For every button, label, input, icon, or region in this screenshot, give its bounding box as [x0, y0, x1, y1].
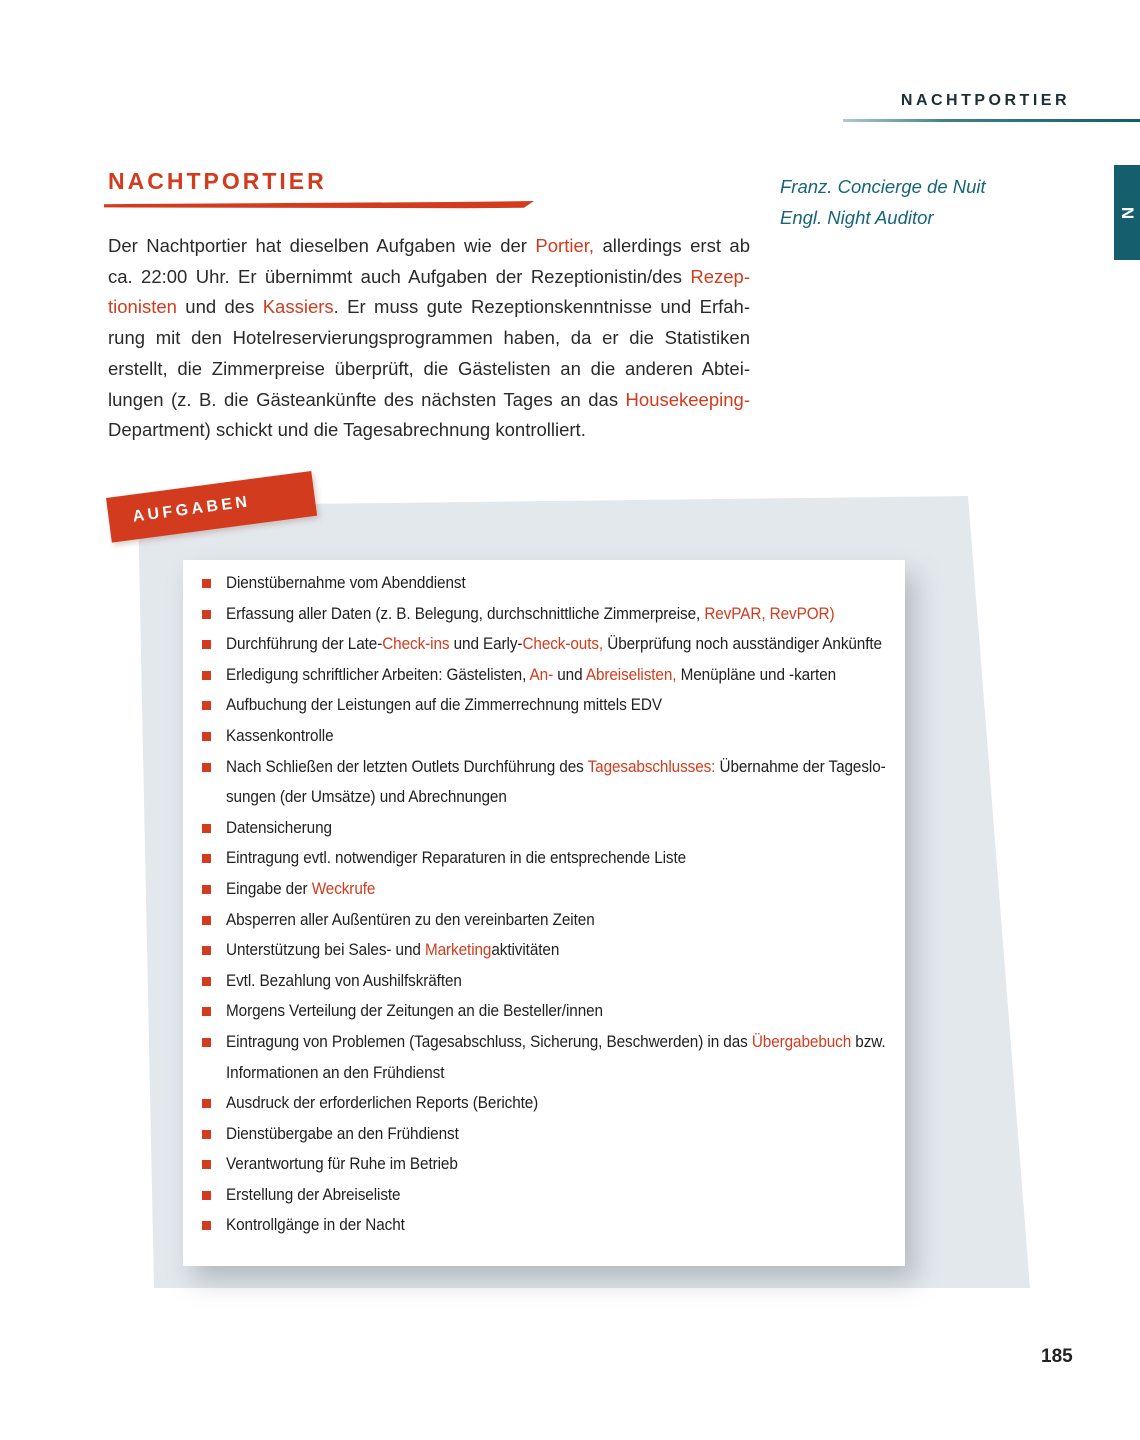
- text-segment: Erstellung der Abreiseliste: [226, 1184, 401, 1204]
- title-underline-swoosh: [104, 201, 534, 211]
- task-item-line: [226, 660, 836, 691]
- intro-line: [108, 262, 750, 293]
- task-item-line: [226, 905, 595, 936]
- task-item-line: [226, 1027, 886, 1058]
- text-segment: und des: [176, 296, 263, 318]
- text-segment: Ausdruck der erforderlichen Reports (Berichte): [226, 1093, 539, 1113]
- bullet-square-icon: [202, 763, 211, 772]
- text-segment: . Er muss gute Rezeptionskenntnisse und Erfah-: [333, 296, 750, 318]
- task-list-item: [202, 599, 905, 630]
- task-item-text: [226, 996, 603, 1027]
- task-list-item: [202, 568, 905, 599]
- text-segment: Informationen an den Frühdienst: [226, 1062, 445, 1082]
- task-item-line: [226, 935, 559, 966]
- task-item-text: [226, 629, 882, 660]
- text-segment: Überprüfung noch ausständiger Ankünfte: [603, 634, 882, 654]
- task-item-line: [226, 1058, 886, 1089]
- text-segment: Department) schickt und die Tagesabrechnung kontrolliert.: [108, 419, 586, 441]
- text-segment: Dienstübergabe an den Frühdienst: [226, 1123, 459, 1143]
- text-segment: Unterstützung bei Sales- und: [226, 940, 425, 960]
- task-list-item: [202, 813, 905, 844]
- task-item-line: [226, 1149, 458, 1180]
- bullet-square-icon: [202, 1160, 211, 1169]
- task-item-text: [226, 721, 334, 752]
- task-item-text: [226, 874, 375, 905]
- bullet-square-icon: [202, 977, 211, 986]
- intro-line: [108, 292, 750, 323]
- task-item-text: [226, 752, 886, 813]
- task-list-item: [202, 1119, 905, 1150]
- bullet-square-icon: [202, 1191, 211, 1200]
- task-item-line: [226, 1119, 459, 1150]
- bullet-square-icon: [202, 1221, 211, 1230]
- running-header: NACHTPORTIER: [900, 92, 1070, 109]
- task-item-text: [226, 935, 559, 966]
- text-segment: Aufbuchung der Leistungen auf die Zimmerrechnung mittels EDV: [226, 695, 662, 715]
- text-segment: Kontrollgänge in der Nacht: [226, 1215, 405, 1235]
- text-segment: Übernahme der Tageslo-: [715, 756, 886, 776]
- task-item-text: [226, 599, 834, 630]
- text-segment: Verantwortung für Ruhe im Betrieb: [226, 1154, 458, 1174]
- text-segment: Erledigung schriftlicher Arbeiten: Gästelisten,: [226, 664, 530, 684]
- task-list-item: [202, 629, 905, 660]
- task-list-item: [202, 1210, 905, 1241]
- highlight-term: Kassiers: [262, 296, 334, 318]
- task-item-line: [226, 568, 466, 599]
- highlight-term: tionisten: [108, 296, 177, 318]
- task-list-item: [202, 752, 905, 813]
- text-segment: Morgens Verteilung der Zeitungen an die Besteller/innen: [226, 1001, 603, 1021]
- bullet-square-icon: [202, 824, 211, 833]
- text-segment: allerdings erst ab: [594, 235, 750, 256]
- chapter-tab: [1114, 165, 1140, 260]
- text-segment: Nach Schließen der letzten Outlets Durchführung des: [226, 756, 588, 776]
- task-item-line: [226, 1088, 538, 1119]
- text-segment: Dienstübernahme vom Abenddienst: [226, 573, 466, 592]
- translation-lang-label: Franz.: [780, 176, 833, 197]
- text-segment: Kassenkontrolle: [226, 725, 334, 745]
- text-segment: Datensicherung: [226, 817, 332, 837]
- highlight-term: Check-outs,: [522, 634, 604, 654]
- text-segment: Der Nachtportier hat dieselben Aufgaben wie der: [108, 235, 536, 256]
- task-list-card: [183, 560, 905, 1266]
- translation-french: [780, 171, 986, 202]
- task-item-text: [226, 813, 332, 844]
- chapter-tab-letter: N: [1118, 206, 1137, 219]
- task-item-text: [226, 690, 662, 721]
- intro-line: [108, 231, 750, 262]
- task-item-text: [226, 1119, 459, 1150]
- bullet-square-icon: [202, 732, 211, 741]
- page-number: 185: [1041, 1346, 1073, 1367]
- highlight-term: Housekeeping-: [625, 388, 750, 410]
- translation-english: [780, 202, 986, 233]
- intro-paragraph: [108, 231, 750, 446]
- text-segment: Menüpläne und -karten: [676, 664, 837, 684]
- task-item-text: [226, 1027, 886, 1088]
- bullet-square-icon: [202, 885, 211, 894]
- task-item-line: [226, 599, 834, 630]
- task-item-text: [226, 905, 595, 936]
- bullet-square-icon: [202, 579, 211, 588]
- text-segment: und: [553, 664, 586, 684]
- highlight-term: Marketing: [424, 940, 492, 960]
- bullet-square-icon: [202, 671, 211, 680]
- translation-term: Concierge de Nuit: [832, 176, 986, 197]
- text-segment: Eingabe der: [226, 878, 312, 898]
- header-rule: [843, 119, 1140, 122]
- task-list-item: [202, 966, 905, 997]
- task-item-line: [226, 721, 334, 752]
- translation-term: Night Auditor: [822, 207, 934, 228]
- bullet-square-icon: [202, 1007, 211, 1016]
- task-item-text: [226, 843, 686, 874]
- text-segment: Eintragung von Problemen (Tagesabschluss, Sicherung, Beschwerden) in das: [226, 1031, 752, 1051]
- text-segment: und Early-: [449, 634, 523, 654]
- aufgaben-banner-label: AUFGABEN: [131, 492, 252, 526]
- task-item-text: [226, 966, 462, 997]
- highlight-term: RevPAR, RevPOR): [704, 603, 835, 623]
- task-list-item: [202, 935, 905, 966]
- text-segment: bzw.: [851, 1031, 886, 1051]
- page-title: NACHTPORTIER: [108, 168, 327, 194]
- task-item-line: [226, 752, 886, 783]
- text-segment: Eintragung evtl. notwendiger Reparaturen in die entsprechende Liste: [226, 848, 687, 868]
- highlight-term: Tagesabschlusses:: [587, 756, 716, 776]
- translation-lang-label: Engl.: [780, 207, 823, 228]
- text-segment: erstellt, die Zimmerpreise überprüft, die Gästelisten an die anderen Abtei-: [108, 357, 750, 379]
- task-list-item: [202, 843, 905, 874]
- task-list-item: [202, 690, 905, 721]
- task-item-text: [226, 1180, 400, 1211]
- task-list-item: [202, 1088, 905, 1119]
- highlight-term: Weckrufe: [311, 878, 376, 898]
- intro-line: [108, 354, 750, 385]
- task-item-line: [226, 813, 332, 844]
- task-item-line: [226, 690, 662, 721]
- highlight-term: Übergabebuch: [751, 1031, 852, 1051]
- task-item-text: [226, 660, 836, 691]
- text-segment: rung mit den Hotelreservierungsprogrammen haben, da er die Statistiken: [108, 327, 750, 349]
- bullet-square-icon: [202, 610, 211, 619]
- bullet-square-icon: [202, 1099, 211, 1108]
- task-item-line: [226, 996, 603, 1027]
- text-segment: lungen (z. B. die Gästeankünfte des nächsten Tages an das: [108, 388, 626, 410]
- text-segment: Erfassung aller Daten (z. B. Belegung, durchschnittliche Zimmerpreise,: [226, 603, 705, 623]
- intro-line: [108, 385, 750, 416]
- task-list-item: [202, 996, 905, 1027]
- bullet-square-icon: [202, 946, 211, 955]
- bullet-square-icon: [202, 916, 211, 925]
- intro-line: [108, 415, 750, 446]
- task-item-line: [226, 843, 686, 874]
- task-list-item: [202, 1027, 905, 1088]
- translation-block: [780, 171, 986, 233]
- task-item-line: [226, 1210, 405, 1241]
- text-segment: aktivitäten: [491, 940, 560, 960]
- intro-line: [108, 323, 750, 354]
- bullet-square-icon: [202, 1130, 211, 1139]
- task-item-text: [226, 1088, 538, 1119]
- task-list-item: [202, 1149, 905, 1180]
- task-list-item: [202, 905, 905, 936]
- text-segment: ca. 22:00 Uhr. Er übernimmt auch Aufgaben der Rezeptionistin/des: [108, 265, 691, 287]
- task-list-item: [202, 721, 905, 752]
- highlight-term: An-: [529, 664, 554, 684]
- task-item-line: [226, 874, 375, 905]
- task-list-item: [202, 874, 905, 905]
- bullet-square-icon: [202, 1038, 211, 1047]
- text-segment: Evtl. Bezahlung von Aushilfskräften: [226, 970, 462, 990]
- highlight-term: Rezep-: [690, 265, 750, 287]
- highlight-term: Abreiselisten,: [585, 664, 677, 684]
- bullet-square-icon: [202, 701, 211, 710]
- task-item-text: [226, 568, 466, 599]
- task-list-item: [202, 660, 905, 691]
- task-item-text: [226, 1149, 458, 1180]
- text-segment: Durchführung der Late-: [226, 634, 383, 654]
- task-item-text: [226, 1210, 405, 1241]
- text-segment: sungen (der Umsätze) und Abrechnungen: [226, 787, 507, 807]
- task-item-line: [226, 966, 462, 997]
- task-item-line: [226, 629, 882, 660]
- bullet-square-icon: [202, 854, 211, 863]
- highlight-term: Portier,: [535, 235, 595, 256]
- bullet-square-icon: [202, 640, 211, 649]
- text-segment: Absperren aller Außentüren zu den vereinbarten Zeiten: [226, 909, 595, 929]
- highlight-term: Check-ins: [382, 634, 450, 654]
- task-item-line: [226, 782, 886, 813]
- task-item-line: [226, 1180, 400, 1211]
- task-list-item: [202, 1180, 905, 1211]
